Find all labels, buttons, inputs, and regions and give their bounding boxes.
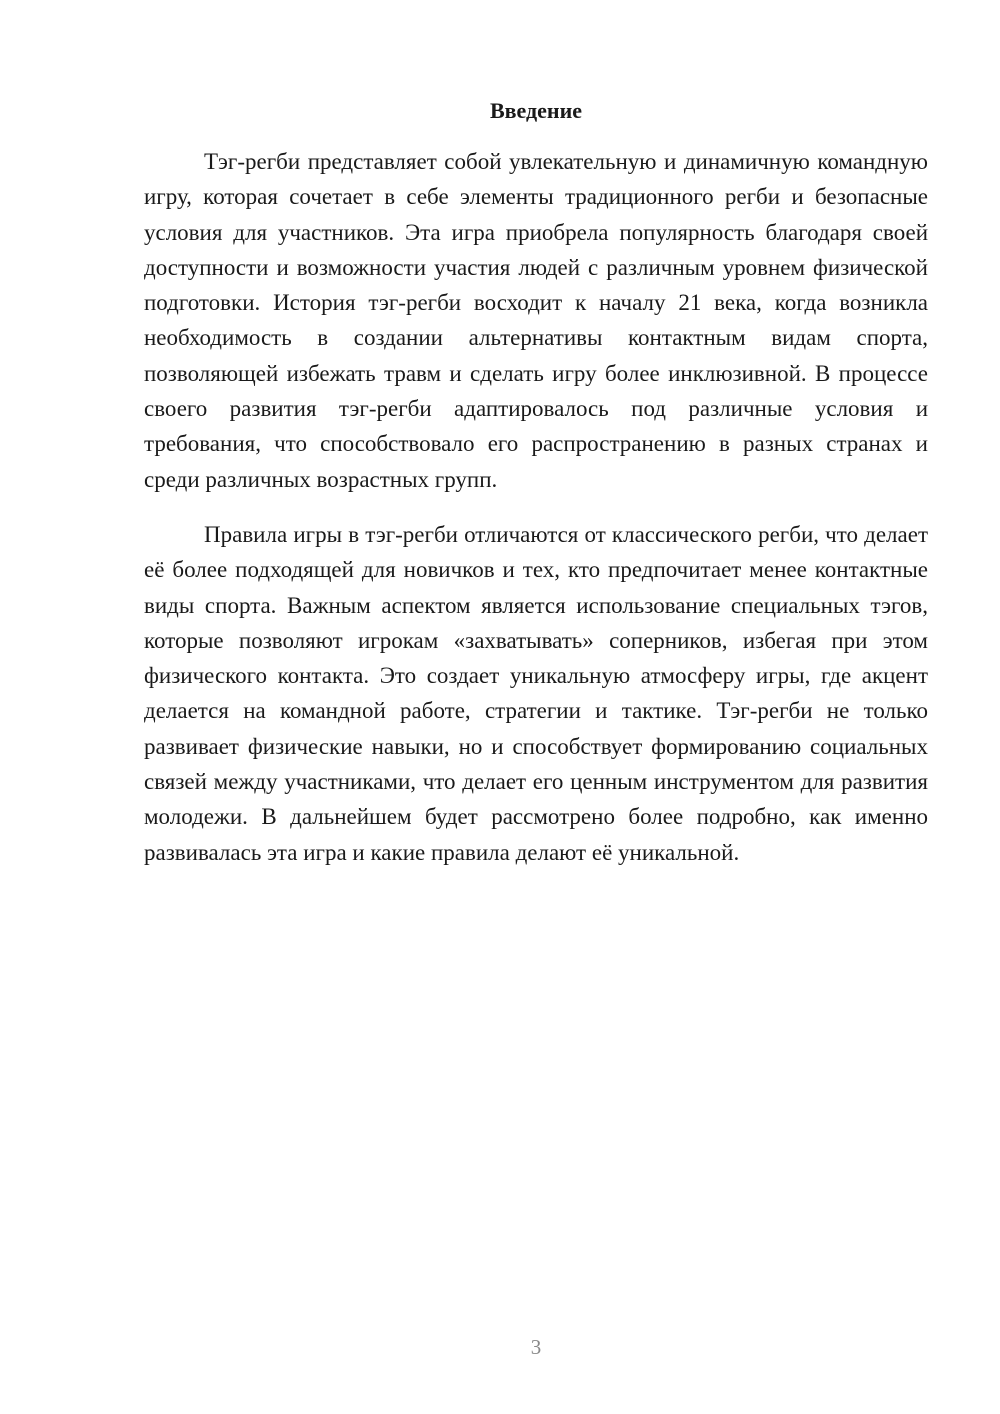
body-text <box>144 144 928 870</box>
section-heading: Введение <box>489 98 583 123</box>
paragraph-1: Тэг-регби представляет собой увлекательную и динамичную командную игру, которая сочетает в себе элементы традиционного регби и безопасные условия для участников. Эта игра приобрела популярность благодаря своей доступности и возможности участия людей с различным уровнем физической подготовки. История тэг-регби восходит к началу 21 века, когда возникла необходимость в создании альтернативы контактным видам спорта, позволяющей избежать травм и сделать игру более инклюзивной. В процессе своего развития тэг-регби адаптировалось под различные условия и требования, что способствовало его распространению в разных странах и среди различных возрастных групп. <box>144 149 928 492</box>
paragraph-2: Правила игры в тэг-регби отличаются от классического регби, что делает её более подходящей для новичков и тех, кто предпочитает менее контактные виды спорта. Важным аспектом является использование специальных тэгов, которые позволяют игрокам «захватывать» соперников, избегая при этом физического контакта. Это создает уникальную атмосферу игры, где акцент делается на командной работе, стратегии и тактике. Тэг-регби не только развивает физические навыки, но и способствует формированию социальных связей между участниками, что делает его ценным инструментом для развития молодежи. В дальнейшем будет рассмотрено более подробно, как именно развивалась эта игра и какие правила делают её уникальной. <box>144 521 928 865</box>
page-number: 3 <box>530 1335 542 1359</box>
